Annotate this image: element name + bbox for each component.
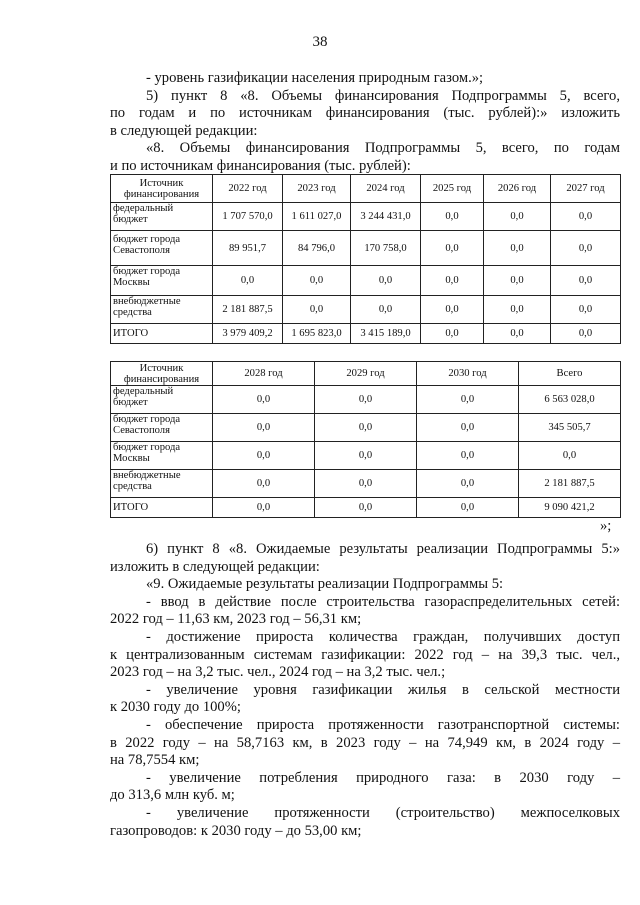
financing-table-2028-total [110,361,621,518]
table-cell: 89 951,7 [213,231,283,266]
row-source: внебюджетные средства [111,296,213,324]
bullet-6-line-2: газопроводов: к 2030 году – до 53,00 км; [110,822,362,839]
header-2024: 2024 год [351,175,421,203]
table-cell: 0,0 [213,414,315,442]
table-cell: 3 415 189,0 [351,324,421,344]
bullet-5-line-2: до 313,6 млн куб. м; [110,787,235,804]
bullet-2-line-2: к централизованным системам газификации: 2022 год – на 39,3 тыс. чел., [110,646,620,663]
table-cell: 0,0 [417,386,519,414]
item6-line-1: 6) пункт 8 «8. Ожидаемые результаты реализации Подпрограммы 5:» [146,541,620,557]
table-row [111,231,621,266]
row-source: бюджет города Севастополя [111,231,213,266]
table-cell: 0,0 [551,231,621,266]
table-cell: 0,0 [315,470,417,498]
table-cell: 0,0 [421,266,484,296]
table-header-row [111,175,621,203]
intro-section [110,70,620,176]
table-header-row [111,362,621,386]
bullet-1-line-2: 2022 год – 11,63 км, 2023 год – 56,31 км; [110,611,362,628]
quote-line-2: и по источникам финансирования (тыс. рублей): [110,157,411,174]
item6-line-2: изложить в следующей редакции: [110,558,320,575]
bullet-3-line-1: - увеличение уровня газификации жилья в сельской местности [146,681,620,698]
table-cell: 0,0 [213,266,283,296]
table-cell: 0,0 [551,266,621,296]
table-cell: 170 758,0 [351,231,421,266]
row-source: федеральный бюджет [111,386,213,414]
bullet-2-line-3: 2023 год – на 3,2 тыс. чел., 2024 год – на 3,2 тыс. чел.; [110,664,446,681]
table-cell: 0,0 [351,266,421,296]
table-cell: 0,0 [315,414,417,442]
table-cell: 0,0 [484,266,551,296]
header-2027: 2027 год [551,175,621,203]
table-row [111,203,621,231]
header-source: Источник финансирования [111,362,213,386]
table-row [111,470,621,498]
table-cell: 0,0 [417,498,519,518]
table-cell: 0,0 [213,386,315,414]
quote-close: »; [600,518,612,534]
quote-line-1: «8. Объемы финансирования Подпрограммы 5, всего, по годам [146,140,620,157]
table-cell: 6 563 028,0 [519,386,621,414]
table-cell: 0,0 [484,296,551,324]
table-row-total [111,498,621,518]
table-cell: 9 090 421,2 [519,498,621,518]
table-cell: 0,0 [283,296,351,324]
table-cell: 0,0 [551,203,621,231]
table-cell: 1 695 823,0 [283,324,351,344]
table-cell: 0,0 [283,266,351,296]
bullet-3-line-2: к 2030 году до 100%; [110,699,241,716]
header-2023: 2023 год [283,175,351,203]
table-cell: 3 979 409,2 [213,324,283,344]
table-cell: 84 796,0 [283,231,351,266]
row-source: бюджет города Москвы [111,442,213,470]
table-cell: 0,0 [421,203,484,231]
table-cell: 0,0 [551,324,621,344]
table-cell: 0,0 [213,442,315,470]
table-row [111,266,621,296]
row-source: внебюджетные средства [111,470,213,498]
table-cell: 0,0 [421,296,484,324]
header-2026: 2026 год [484,175,551,203]
bullet-4-line-1: - обеспечение прироста протяженности газотранспортной системы: [146,716,620,733]
page-number: 38 [312,34,328,50]
table-cell: 0,0 [417,470,519,498]
row-source: бюджет города Москвы [111,266,213,296]
table-cell: 1 611 027,0 [283,203,351,231]
header-total: Всего [519,362,621,386]
bullet-4-line-3: на 78,7554 км; [110,752,200,769]
header-2025: 2025 год [421,175,484,203]
row-source: бюджет города Севастополя [111,414,213,442]
header-2029: 2029 год [315,362,417,386]
table-cell: 0,0 [417,414,519,442]
table-cell: 0,0 [421,324,484,344]
item6-line-3: «9. Ожидаемые результаты реализации Подпрограммы 5: [146,576,504,593]
header-2030: 2030 год [417,362,519,386]
bullet-4-line-2: в 2022 году – на 58,7163 км, в 2023 году – на 74,949 км, в 2024 году – [110,734,620,751]
table-cell: 345 505,7 [519,414,621,442]
table-row [111,386,621,414]
table-cell: 1 707 570,0 [213,203,283,231]
financing-table-2022-2027 [110,174,621,344]
table-cell: 0,0 [315,386,417,414]
header-source: Источник финансирования [111,175,213,203]
header-2022: 2022 год [213,175,283,203]
bullet-2-line-1: - достижение прироста количества граждан, получивших доступ [146,628,620,645]
item6-section [110,541,620,840]
item5-line-3: в следующей редакции: [110,122,258,139]
table-cell: 0,0 [417,442,519,470]
table-cell: 0,0 [315,498,417,518]
row-source: федеральный бюджет [111,203,213,231]
table-cell: 2 181 887,5 [519,470,621,498]
table-cell: 0,0 [519,442,621,470]
table-cell: 0,0 [551,296,621,324]
table-cell: 0,0 [351,296,421,324]
intro-line-1: - уровень газификации населения природным газом.»; [146,70,484,86]
table-cell: 3 244 431,0 [351,203,421,231]
table-cell: 0,0 [484,324,551,344]
table-row [111,442,621,470]
bullet-1-line-1: - ввод в действие после строительства газораспределительных сетей: [146,593,620,610]
table-row [111,414,621,442]
table-cell: 0,0 [213,470,315,498]
table-row [111,296,621,324]
table-cell: 0,0 [315,442,417,470]
header-2028: 2028 год [213,362,315,386]
table-cell: 2 181 887,5 [213,296,283,324]
bullet-5-line-1: - увеличение потребления природного газа: в 2030 году – [146,769,620,786]
table-cell: 0,0 [421,231,484,266]
item5-line-1: 5) пункт 8 «8. Объемы финансирования Подпрограммы 5, всего, [146,87,620,104]
row-source: ИТОГО [111,498,213,518]
row-source: ИТОГО [111,324,213,344]
table-cell: 0,0 [484,203,551,231]
table-cell: 0,0 [484,231,551,266]
item5-line-2: по годам и по источникам финансирования (тыс. рублей):» изложить [110,105,620,122]
table-cell: 0,0 [213,498,315,518]
table-row-total [111,324,621,344]
bullet-6-line-1: - увеличение протяженности (строительство) межпоселковых [146,804,620,821]
